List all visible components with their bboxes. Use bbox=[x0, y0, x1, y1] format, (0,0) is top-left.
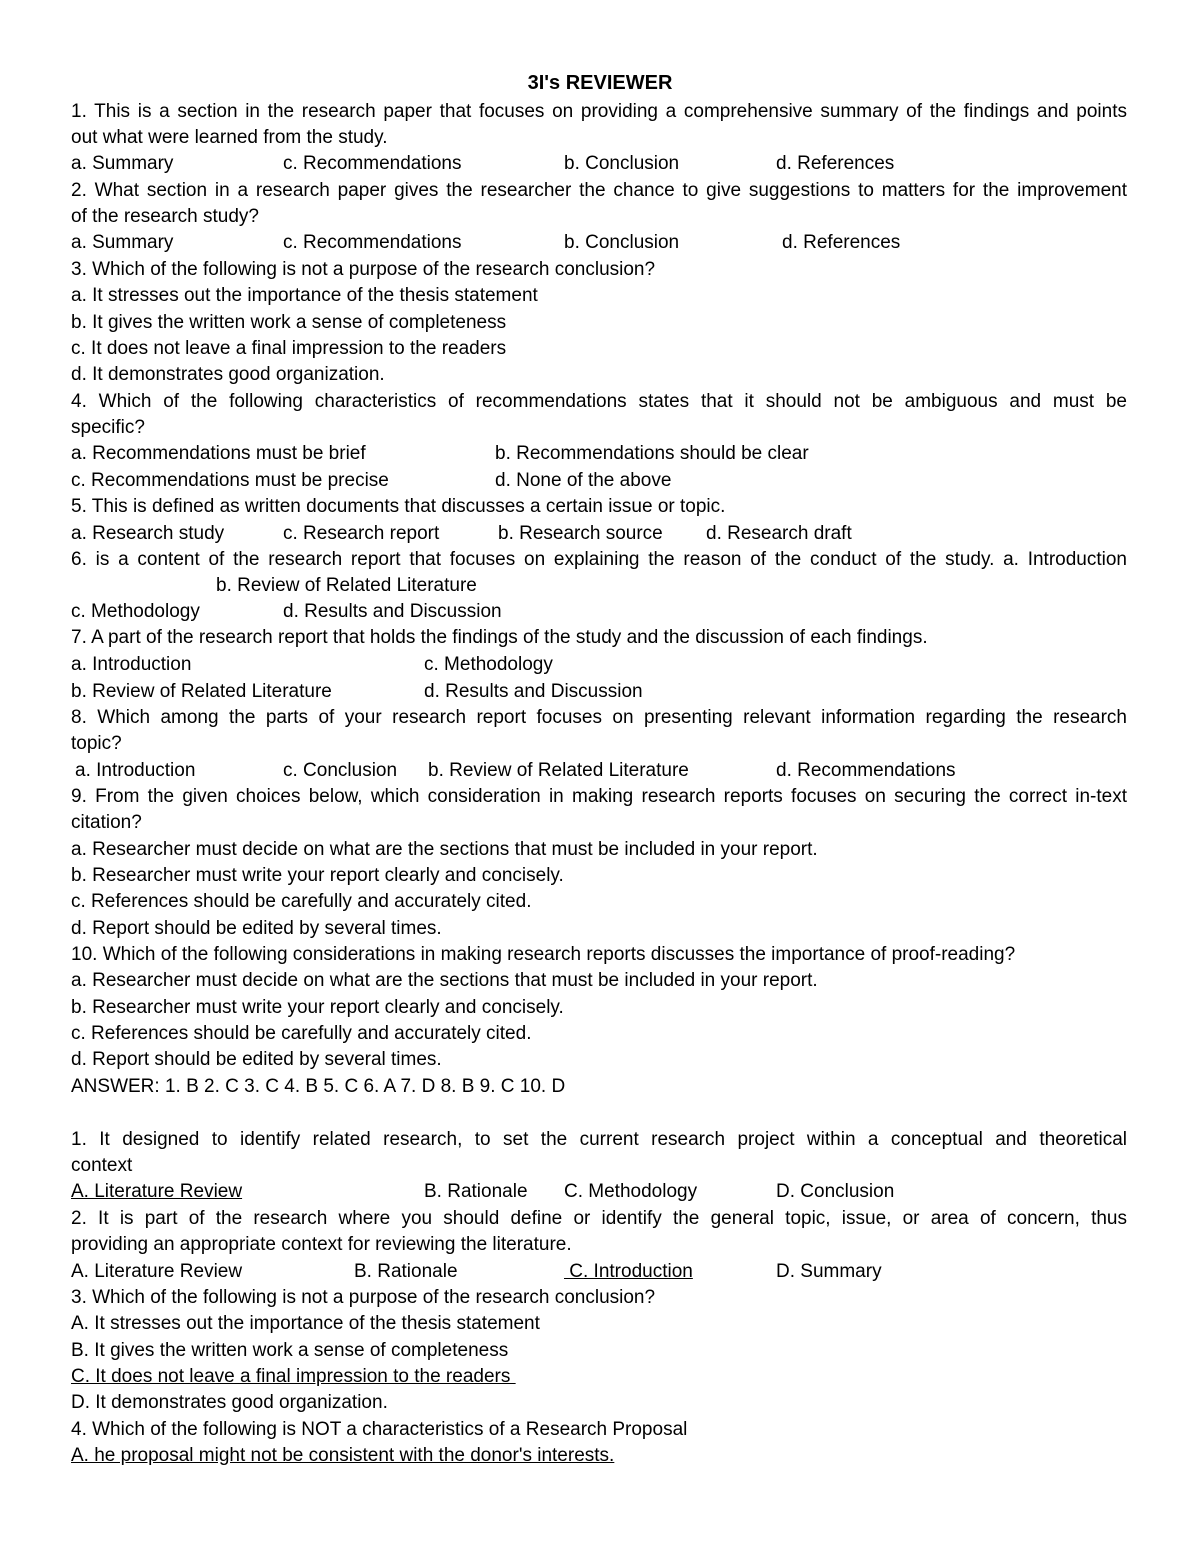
answer-option: a. Summary bbox=[71, 232, 174, 253]
answer-option: d. Report should be edited by several times. bbox=[71, 918, 442, 939]
answer-option: b. Researcher must write your report clearly and concisely. bbox=[71, 997, 564, 1018]
correct-answer-option: A. he proposal might not be consistent with the donor's interests. bbox=[71, 1445, 615, 1466]
answer-option: b. It gives the written work a sense of completeness bbox=[71, 312, 507, 333]
answer-option: b. Review of Related Literature bbox=[216, 575, 477, 596]
answer-option: a. Researcher must decide on what are the sections that must be included in your report. bbox=[71, 839, 818, 860]
question-text: 8. Which among the parts of your research report focuses on presenting relevant information regarding the research bbox=[71, 707, 1127, 728]
question-text: 4. Which of the following characteristics of recommendations states that it should not be ambiguous and must be bbox=[71, 391, 1127, 412]
answer-option: d. Research draft bbox=[706, 523, 852, 544]
question-text: 7. A part of the research report that holds the findings of the study and the discussion of each findings. bbox=[71, 627, 928, 648]
answer-option: a. Recommendations must be brief bbox=[71, 443, 366, 464]
answer-option: d. References bbox=[782, 232, 901, 253]
question-text: 2. What section in a research paper gives the researcher the chance to give suggestions to matters for the improvement bbox=[71, 180, 1127, 201]
answer-option: c. Research report bbox=[283, 523, 440, 544]
question-text: 4. Which of the following is NOT a characteristics of a Research Proposal bbox=[71, 1419, 688, 1440]
answer-option: c. Methodology bbox=[71, 601, 200, 622]
correct-answer-option: A. Literature Review bbox=[71, 1181, 243, 1202]
answer-option: D. Summary bbox=[776, 1261, 882, 1282]
correct-answer-option: C. It does not leave a final impression to the readers bbox=[71, 1366, 516, 1387]
answer-option: b. Review of Related Literature bbox=[71, 681, 332, 702]
answer-option: c. References should be carefully and accurately cited. bbox=[71, 1023, 532, 1044]
answer-option: a. It stresses out the importance of the thesis statement bbox=[71, 285, 538, 306]
answer-option: c. Methodology bbox=[424, 654, 553, 675]
question-text: 3. Which of the following is not a purpose of the research conclusion? bbox=[71, 259, 656, 280]
question-text: context bbox=[71, 1155, 133, 1176]
answer-option: a. Research study bbox=[71, 523, 225, 544]
answer-option: c. Recommendations bbox=[283, 153, 462, 174]
answer-option: a. Summary bbox=[71, 153, 174, 174]
answer-option: B. Rationale bbox=[354, 1261, 458, 1282]
answer-option: b. Research source bbox=[498, 523, 663, 544]
answer-option: c. Recommendations must be precise bbox=[71, 470, 389, 491]
answer-option: A. It stresses out the importance of the thesis statement bbox=[71, 1313, 540, 1334]
answer-option: d. Results and Discussion bbox=[424, 681, 643, 702]
question-text: topic? bbox=[71, 733, 122, 754]
answer-option: b. Recommendations should be clear bbox=[495, 443, 809, 464]
answer-option: D. Conclusion bbox=[776, 1181, 895, 1202]
answer-option: d. Recommendations bbox=[776, 760, 956, 781]
answer-option: a. Introduction bbox=[71, 654, 192, 675]
question-text: 10. Which of the following considerations in making research reports discusses the importance of proof-reading? bbox=[71, 944, 1016, 965]
answer-option: b. Review of Related Literature bbox=[428, 760, 689, 781]
page-title: 3I's REVIEWER bbox=[527, 72, 673, 94]
question-text: 2. It is part of the research where you should define or identify the general topic, issue, or area of concern, thus bbox=[71, 1208, 1127, 1229]
question-text: of the research study? bbox=[71, 206, 259, 227]
question-text: 6. is a content of the research report that focuses on explaining the reason of the conduct of the study. a. Introduction bbox=[71, 549, 1127, 570]
answer-option: B. It gives the written work a sense of completeness bbox=[71, 1340, 509, 1361]
answer-option: c. Recommendations bbox=[283, 232, 462, 253]
answer-option: d. Results and Discussion bbox=[283, 601, 502, 622]
answer-option: c. Conclusion bbox=[283, 760, 398, 781]
correct-answer-option: C. Introduction bbox=[564, 1261, 693, 1282]
question-text: 9. From the given choices below, which consideration in making research reports focuses on securing the correct in-text bbox=[71, 786, 1127, 807]
question-text: 1. It designed to identify related research, to set the current research project within a conceptual and theoretical bbox=[71, 1129, 1127, 1150]
answer-option: d. None of the above bbox=[495, 470, 672, 491]
answer-option: B. Rationale bbox=[424, 1181, 528, 1202]
answer-option: a. Researcher must decide on what are the sections that must be included in your report. bbox=[71, 970, 818, 991]
question-text: citation? bbox=[71, 812, 142, 833]
answer-option: d. References bbox=[776, 153, 895, 174]
question-text: 1. This is a section in the research paper that focuses on providing a comprehensive summary of the findings and points bbox=[71, 101, 1127, 122]
answer-option: d. Report should be edited by several times. bbox=[71, 1049, 442, 1070]
answer-option: b. Conclusion bbox=[564, 153, 680, 174]
answer-option: D. It demonstrates good organization. bbox=[71, 1392, 388, 1413]
answer-key: ANSWER: 1. B 2. C 3. C 4. B 5. C 6. A 7. D 8. B 9. C 10. D bbox=[71, 1076, 566, 1097]
question-text: 5. This is defined as written documents that discusses a certain issue or topic. bbox=[71, 496, 726, 517]
question-text: out what were learned from the study. bbox=[71, 127, 388, 148]
answer-option: d. It demonstrates good organization. bbox=[71, 364, 385, 385]
question-text: specific? bbox=[71, 417, 145, 438]
question-text: providing an appropriate context for reviewing the literature. bbox=[71, 1234, 572, 1255]
answer-option: c. References should be carefully and accurately cited. bbox=[71, 891, 532, 912]
answer-option: C. Methodology bbox=[564, 1181, 698, 1202]
answer-option: b. Researcher must write your report clearly and concisely. bbox=[71, 865, 564, 886]
answer-option: a. Introduction bbox=[75, 760, 196, 781]
answer-option: b. Conclusion bbox=[564, 232, 680, 253]
question-text: 3. Which of the following is not a purpose of the research conclusion? bbox=[71, 1287, 656, 1308]
answer-option: A. Literature Review bbox=[71, 1261, 243, 1282]
answer-option: c. It does not leave a final impression to the readers bbox=[71, 338, 507, 359]
